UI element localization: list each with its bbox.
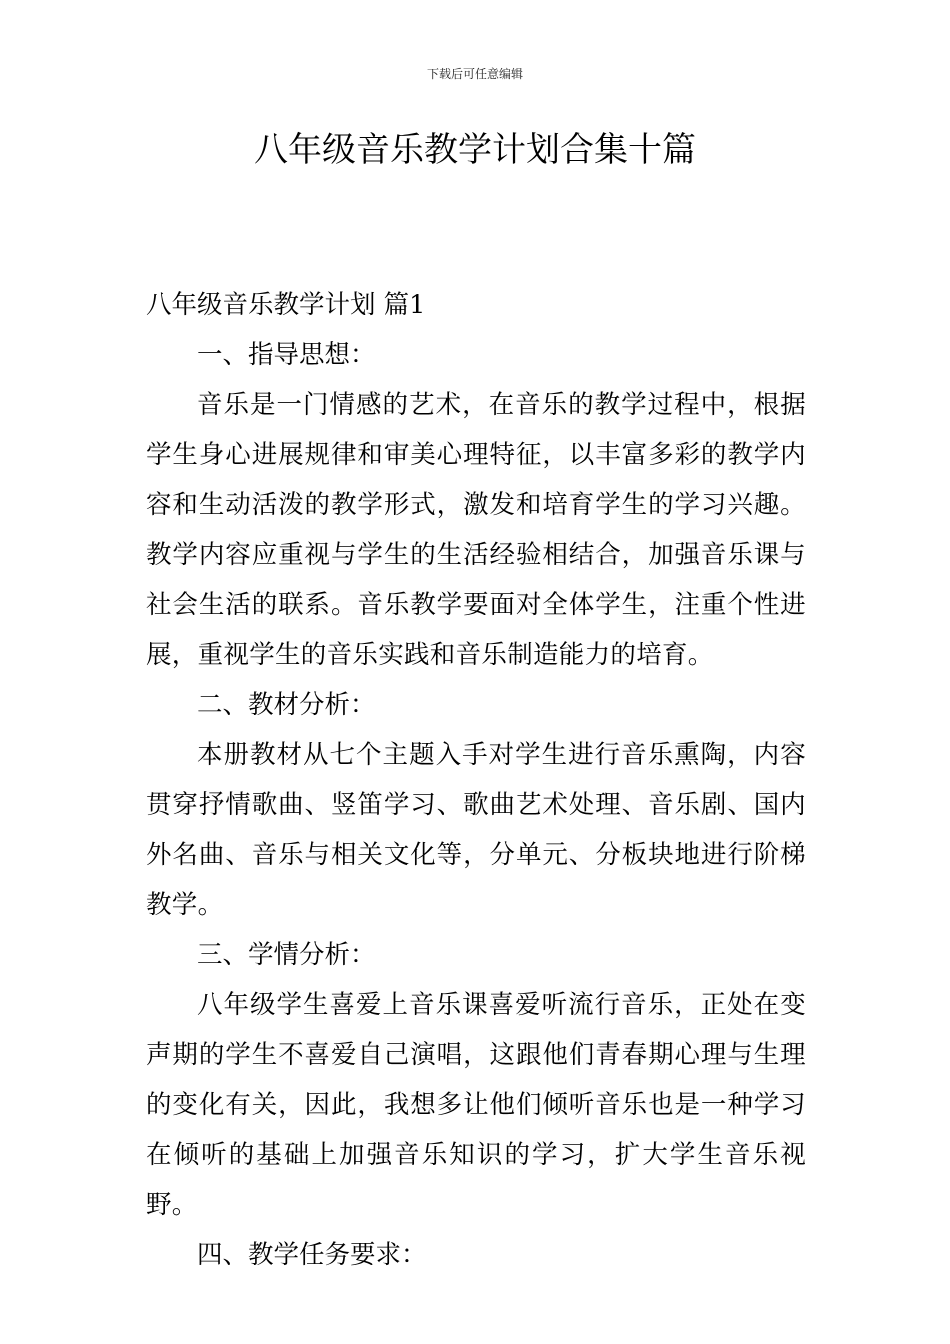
- heading-teaching-tasks: 四、教学任务要求：: [197, 1240, 427, 1270]
- heading-student-analysis: 三、学情分析：: [197, 940, 376, 970]
- header-note: 下载后可任意编辑: [426, 67, 523, 81]
- paragraph-textbook-analysis: 本册教材从七个主题入手对学生进行音乐熏陶，内容贯穿抒情歌曲、竖笛学习、歌曲艺术处理、音乐剧、国内外名曲、音乐与相关文化等，分单元、分板块地进行阶梯教学。: [146, 740, 806, 920]
- heading-textbook-analysis: 二、教材分析：: [197, 690, 376, 720]
- section-title: 八年级音乐教学计划 篇1: [146, 290, 426, 320]
- heading-guiding-ideology: 一、指导思想：: [197, 340, 376, 370]
- paragraph-student-analysis: 八年级学生喜爱上音乐课喜爱听流行音乐，正处在变声期的学生不喜爱自己演唱，这跟他们青春期心理与生理的变化有关，因此，我想多让他们倾听音乐也是一种学习在倾听的基础上加强音乐知识的学习，扩大学生音乐视野。: [146, 990, 806, 1220]
- document-title: 八年级音乐教学计划合集十篇: [254, 130, 696, 170]
- paragraph-guiding-ideology: 音乐是一门情感的艺术，在音乐的教学过程中，根据学生身心进展规律和审美心理特征，以丰富多彩的教学内容和生动活泼的教学形式，激发和培育学生的学习兴趣。教学内容应重视与学生的生活经验相结合，加强音乐课与社会生活的联系。音乐教学要面对全体学生，注重个性进展，重视学生的音乐实践和音乐制造能力的培育。: [146, 390, 806, 670]
- document-body: [146, 280, 806, 1280]
